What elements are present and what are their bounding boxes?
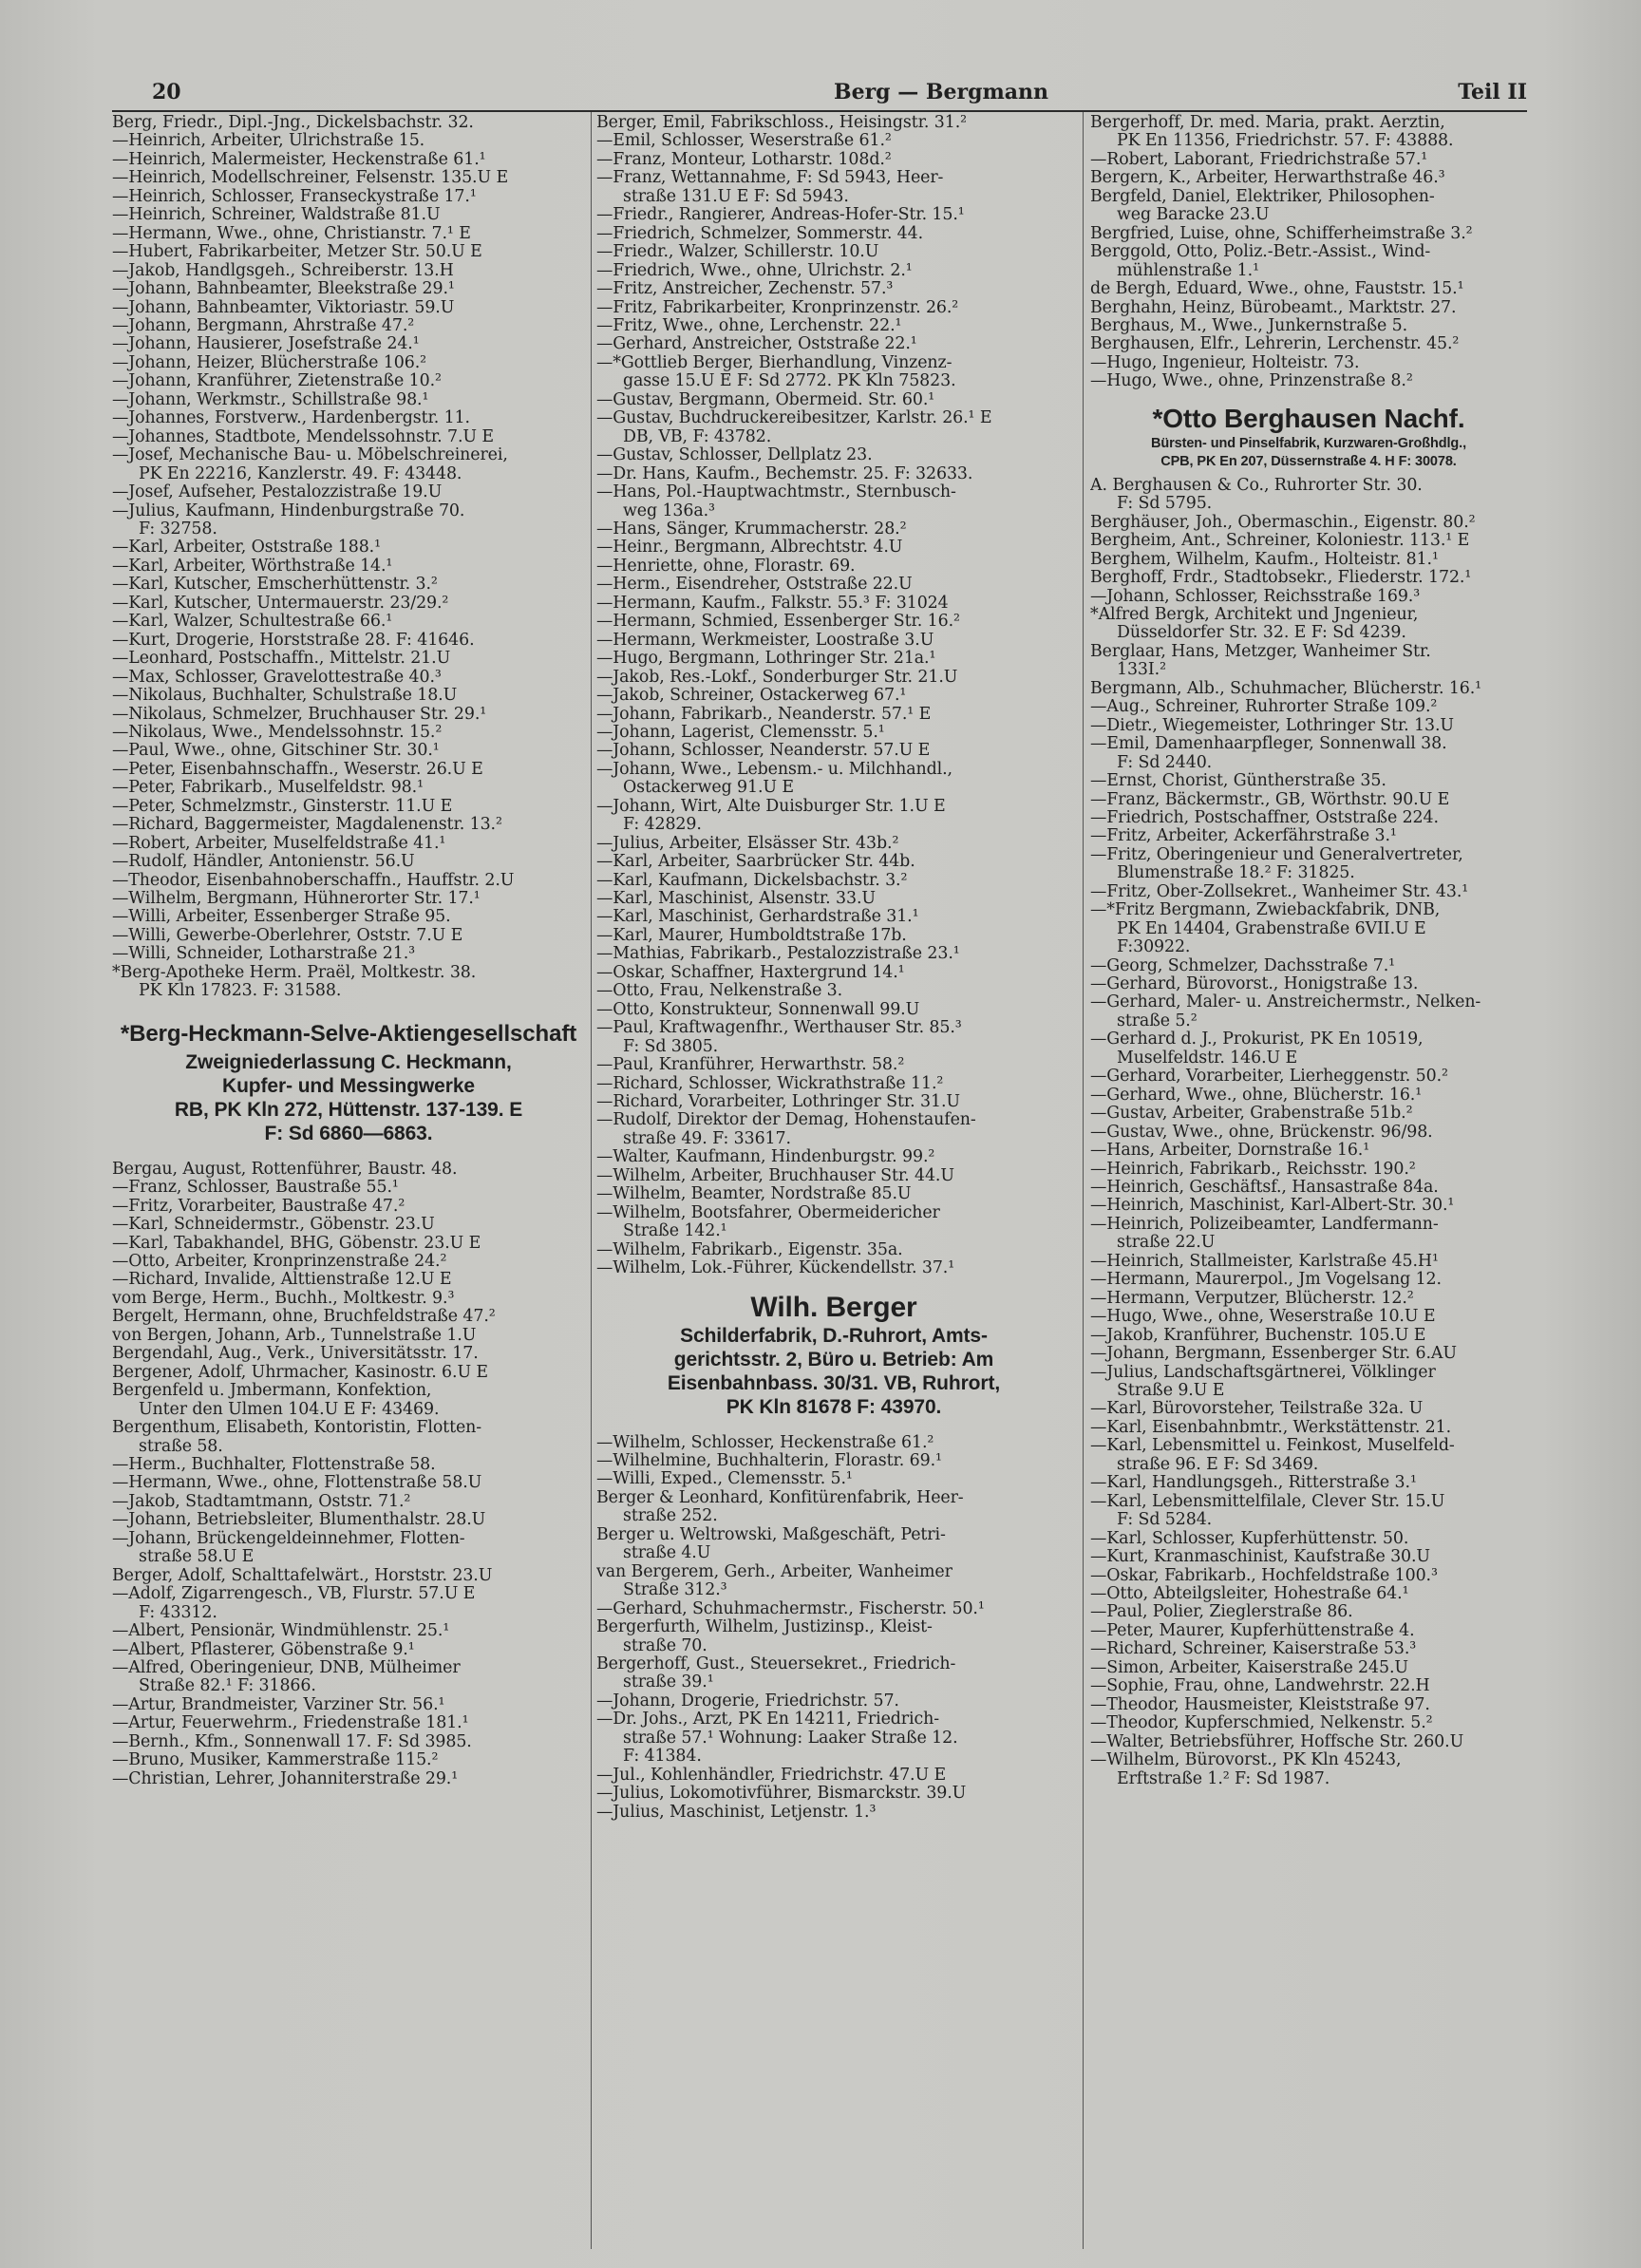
directory-entry: —Julius, Landschaftsgärtnerei, Völklinger bbox=[1090, 1363, 1436, 1382]
directory-entry: Blumenstraße 18.² F: 31825. bbox=[1117, 864, 1355, 883]
directory-entry: PK Kln 17823. F: 31588. bbox=[139, 982, 342, 1001]
directory-entry: —Christian, Lehrer, Johanniterstraße 29.¹ bbox=[112, 1769, 459, 1788]
directory-entry: —Hugo, Bergmann, Lothringer Str. 21a.¹ bbox=[596, 650, 936, 669]
directory-entry: Berger, Emil, Fabrikschloss., Heisingstr. 31.² bbox=[596, 114, 967, 132]
directory-entry: —Karl, Arbeiter, Oststraße 188.¹ bbox=[112, 539, 381, 558]
directory-entry: —Rudolf, Direktor der Demag, Hohenstaufen- bbox=[596, 1111, 976, 1130]
directory-entry: —Peter, Fabrikarb., Muselfeldstr. 98.¹ bbox=[112, 779, 424, 798]
directory-entry: straße 49. F: 33617. bbox=[623, 1129, 791, 1148]
directory-entry: —Richard, Invalide, Alttienstraße 12.U E bbox=[112, 1271, 452, 1290]
directory-entry: —Bruno, Musiker, Kammerstraße 115.² bbox=[112, 1751, 439, 1770]
directory-entry: —Gerhard, Vorarbeiter, Lierheggenstr. 50.² bbox=[1090, 1068, 1448, 1087]
directory-entry: —Hugo, Ingenieur, Holteistr. 73. bbox=[1090, 353, 1360, 372]
directory-entry: —Otto, Arbeiter, Kronprinzenstraße 24.² bbox=[112, 1253, 447, 1272]
directory-entry: —Wilhelmine, Buchhalterin, Florastr. 69.¹ bbox=[596, 1452, 942, 1470]
directory-entry: —Wilhelm, Arbeiter, Bruchhauser Str. 44.U bbox=[596, 1166, 954, 1185]
directory-entry: —Karl, Maurer, Humboldtstraße 17b. bbox=[596, 926, 907, 945]
directory-entry: de Bergh, Eduard, Wwe., ohne, Fauststr. 15.¹ bbox=[1090, 280, 1464, 299]
directory-entry: —Hugo, Wwe., ohne, Weserstraße 10.U E bbox=[1090, 1308, 1436, 1327]
directory-entry: —Hermann, Verputzer, Blücherstr. 12.² bbox=[1090, 1289, 1414, 1308]
directory-entry: DB, VB, F: 43782. bbox=[623, 427, 772, 446]
directory-entry: —Johann, Betriebsleiter, Blumenthalstr. 28.U bbox=[112, 1511, 486, 1530]
directory-entry: —Gerhard, Schuhmachermstr., Fischerstr. 50.¹ bbox=[596, 1599, 985, 1618]
directory-entry: —Otto, Konstrukteur, Sonnenwall 99.U bbox=[596, 1000, 920, 1019]
directory-entry: —Nikolaus, Wwe., Mendelssohnstr. 15.² bbox=[112, 723, 443, 742]
directory-entry: —Rudolf, Händler, Antonienstr. 56.U bbox=[112, 853, 415, 872]
directory-entry: —Paul, Kranführer, Herwarthstr. 58.² bbox=[596, 1056, 905, 1075]
directory-entry: Bergener, Adolf, Uhrmacher, Kasinostr. 6.U E bbox=[112, 1363, 489, 1382]
directory-entry: —Jakob, Res.-Lokf., Sonderburger Str. 21.U bbox=[596, 668, 958, 687]
directory-entry: —Karl, Kutscher, Untermauerstr. 23/29.² bbox=[112, 594, 449, 613]
directory-entry: —Willi, Schneider, Lotharstraße 21.³ bbox=[112, 945, 416, 964]
directory-entry: Berglaar, Hans, Metzger, Wanheimer Str. bbox=[1090, 642, 1431, 661]
directory-entry: —Hugo, Wwe., ohne, Prinzenstraße 8.² bbox=[1090, 372, 1413, 391]
ad-wilh-berger-line: Schilderfabrik, D.-Ruhrort, Amts- bbox=[680, 1324, 988, 1347]
directory-entry: —Karl, Schlosser, Kupferhüttenstr. 50. bbox=[1090, 1529, 1409, 1548]
ad-wilh-berger-title: Wilh. Berger bbox=[750, 1291, 917, 1323]
directory-entry: —Gustav, Wwe., ohne, Brückenstr. 96/98. bbox=[1090, 1123, 1433, 1142]
directory-entry: —Emil, Schlosser, Weserstraße 61.² bbox=[596, 132, 892, 151]
directory-entry: —Gerhard, Maler- u. Anstreichermstr., Nelken- bbox=[1090, 993, 1481, 1012]
directory-entry: —Karl, Kaufmann, Dickelsbachstr. 3.² bbox=[596, 871, 908, 890]
column-divider-1 bbox=[591, 112, 592, 2249]
directory-entry: —Karl, Arbeiter, Saarbrücker Str. 44b. bbox=[596, 853, 915, 872]
directory-entry: —Franz, Monteur, Lotharstr. 108d.² bbox=[596, 150, 892, 169]
directory-entry: F: 32758. bbox=[139, 520, 217, 539]
directory-entry: —Friedr., Walzer, Schillerstr. 10.U bbox=[596, 243, 879, 262]
directory-entry: —Walter, Kaufmann, Hindenburgstr. 99.² bbox=[596, 1148, 935, 1167]
directory-entry: —Karl, Arbeiter, Wörthstraße 14.¹ bbox=[112, 557, 393, 576]
directory-entry: —Josef, Aufseher, Pestalozzistraße 19.U bbox=[112, 483, 443, 502]
directory-entry: Düsseldorfer Str. 32. E F: Sd 4239. bbox=[1117, 624, 1406, 643]
directory-entry: Bergfeld, Daniel, Elektriker, Philosophen- bbox=[1090, 187, 1435, 206]
directory-entry: —Jul., Kohlenhändler, Friedrichstr. 47.U E bbox=[596, 1766, 947, 1785]
directory-entry: Straße 142.¹ bbox=[623, 1222, 727, 1241]
directory-entry: Bergheim, Ant., Schreiner, Koloniestr. 113.¹ E bbox=[1090, 532, 1470, 551]
directory-entry: von Bergen, Johann, Arb., Tunnelstraße 1.U bbox=[112, 1326, 477, 1345]
entries-col3-b bbox=[1090, 477, 1527, 1788]
ad-otto-berghausen-title: *Otto Berghausen Nachf. bbox=[1152, 403, 1465, 433]
directory-entry: —Gerhard, Bürovorst., Honigstraße 13. bbox=[1090, 975, 1419, 994]
directory-entry: —Johann, Bergmann, Ahrstraße 47.² bbox=[112, 316, 415, 335]
directory-entry: —Theodor, Kupferschmied, Nelkenstr. 5.² bbox=[1090, 1714, 1433, 1733]
directory-entry: —Johann, Schlosser, Reichsstraße 169.³ bbox=[1090, 587, 1421, 606]
directory-entry: —Fritz, Wwe., ohne, Lerchenstr. 22.¹ bbox=[596, 316, 902, 335]
directory-entry: —Artur, Feuerwehrm., Friedenstraße 181.¹ bbox=[112, 1714, 469, 1733]
directory-entry: —Richard, Schlosser, Wickrathstraße 11.² bbox=[596, 1074, 944, 1093]
directory-entry: —Fritz, Ober-Zollsekret., Wanheimer Str. 43.¹ bbox=[1090, 882, 1469, 901]
directory-entry: straße 252. bbox=[623, 1507, 718, 1526]
ad-wilh-berger-line: PK Kln 81678 F: 43970. bbox=[726, 1395, 942, 1418]
directory-entry: —Heinrich, Maschinist, Karl-Albert-Str. 30.¹ bbox=[1090, 1197, 1455, 1216]
directory-entry: —Theodor, Hausmeister, Kleiststraße 97. bbox=[1090, 1695, 1430, 1714]
directory-entry: —Herm., Eisendreher, Oststraße 22.U bbox=[596, 576, 913, 595]
directory-entry: Berghahn, Heinz, Bürobeamt., Marktstr. 27. bbox=[1090, 298, 1457, 317]
ad-berg-heckmann-line: Kupfer- und Messingwerke bbox=[222, 1074, 475, 1097]
directory-entry: —Robert, Arbeiter, Muselfeldstraße 41.¹ bbox=[112, 834, 446, 853]
column-2 bbox=[596, 114, 1071, 1822]
directory-entry: —Franz, Schlosser, Baustraße 55.¹ bbox=[112, 1179, 399, 1198]
directory-entry: —Julius, Arbeiter, Elsässer Str. 43b.² bbox=[596, 834, 899, 853]
directory-entry: —Heinrich, Malermeister, Heckenstraße 61.¹ bbox=[112, 150, 486, 169]
directory-entry: —Johannes, Stadtbote, Mendelssohnstr. 7.U E bbox=[112, 427, 494, 446]
directory-entry: —Peter, Maurer, Kupferhüttenstraße 4. bbox=[1090, 1621, 1415, 1640]
directory-entry: —Hans, Sänger, Krummacherstr. 28.² bbox=[596, 520, 907, 539]
directory-entry: —Paul, Polier, Zieglerstraße 86. bbox=[1090, 1603, 1353, 1622]
directory-entry: straße 131.U E F: Sd 5943. bbox=[623, 187, 849, 206]
directory-entry: —Johann, Brückengeldeinnehmer, Flotten- bbox=[112, 1529, 465, 1548]
directory-entry: Erftstraße 1.² F: Sd 1987. bbox=[1117, 1769, 1330, 1788]
directory-entry: —Gerhard, Wwe., ohne, Blücherstr. 16.¹ bbox=[1090, 1086, 1423, 1105]
directory-entry: —Gustav, Arbeiter, Grabenstraße 51b.² bbox=[1090, 1105, 1413, 1124]
directory-entry: Straße 312.³ bbox=[623, 1581, 727, 1600]
directory-entry: —*Fritz Bergmann, Zwiebackfabrik, DNB, bbox=[1090, 901, 1441, 920]
directory-entry: —Nikolaus, Buchhalter, Schulstraße 18.U bbox=[112, 687, 458, 706]
directory-entry: straße 58.U E bbox=[139, 1548, 255, 1567]
directory-entry: —Karl, Bürovorsteher, Teilstraße 32a. U bbox=[1090, 1400, 1424, 1419]
directory-entry: —Hermann, Wwe., ohne, Flottenstraße 58.U bbox=[112, 1474, 482, 1493]
directory-entry: —Josef, Mechanische Bau- u. Möbelschreinerei, bbox=[112, 446, 508, 465]
directory-entry: F: 42829. bbox=[623, 816, 702, 835]
directory-entry: Berger & Leonhard, Konfitürenfabrik, Heer- bbox=[596, 1488, 964, 1507]
directory-entry: Bergerfurth, Wilhelm, Justizinsp., Kleist- bbox=[596, 1618, 933, 1637]
directory-entry: A. Berghausen & Co., Ruhrorter Str. 30. bbox=[1090, 476, 1423, 495]
directory-entry: —Gerhard, Anstreicher, Oststraße 22.¹ bbox=[596, 335, 917, 354]
directory-entry: F: Sd 2440. bbox=[1117, 753, 1213, 772]
directory-entry: —Wilhelm, Fabrikarb., Eigenstr. 35a. bbox=[596, 1240, 903, 1259]
directory-entry: —Otto, Abteilgsleiter, Hohestraße 64.¹ bbox=[1090, 1584, 1409, 1603]
directory-entry: —Wilhelm, Bootsfahrer, Obermeidericher bbox=[596, 1203, 940, 1222]
entries-col3-a bbox=[1090, 114, 1527, 391]
directory-entry: —Albert, Pflasterer, Göbenstraße 9.¹ bbox=[112, 1640, 415, 1659]
directory-entry: —Simon, Arbeiter, Kaiserstraße 245.U bbox=[1090, 1658, 1408, 1677]
directory-entry: —Peter, Schmelzmstr., Ginsterstr. 11.U E bbox=[112, 797, 453, 816]
ad-wilh-berger-line: Eisenbahnbass. 30/31. VB, Ruhrort, bbox=[667, 1371, 1001, 1394]
directory-entry: Straße 82.¹ F: 31866. bbox=[139, 1677, 316, 1696]
directory-entry: —Albert, Pensionär, Windmühlenstr. 25.¹ bbox=[112, 1622, 450, 1641]
directory-entry: —Julius, Lokomotivführer, Bismarckstr. 39.U bbox=[596, 1785, 967, 1804]
directory-entry: Berghausen, Elfr., Lehrerin, Lerchenstr. 45.² bbox=[1090, 335, 1460, 354]
directory-entry: —Johann, Lagerist, Clemensstr. 5.¹ bbox=[596, 723, 885, 742]
directory-entry: —Johann, Bergmann, Essenberger Str. 6.AU bbox=[1090, 1345, 1457, 1364]
directory-entry: —Herm., Buchhalter, Flottenstraße 58. bbox=[112, 1456, 436, 1474]
directory-entry: —Friedr., Rangierer, Andreas-Hofer-Str. 15.¹ bbox=[596, 206, 965, 225]
directory-entry: —Georg, Schmelzer, Dachsstraße 7.¹ bbox=[1090, 956, 1396, 975]
directory-entry: Bergerhoff, Gust., Steuersekret., Friedrich- bbox=[596, 1654, 956, 1673]
directory-entry: —Fritz, Vorarbeiter, Baustraße 47.² bbox=[112, 1197, 406, 1216]
entries-col2-b bbox=[596, 1434, 1071, 1823]
directory-entry: —Willi, Gewerbe-Oberlehrer, Oststr. 7.U E bbox=[112, 926, 463, 945]
directory-entry: Berger u. Weltrowski, Maßgeschäft, Petri- bbox=[596, 1525, 946, 1544]
directory-entry: —Friedrich, Postschaffner, Oststraße 224. bbox=[1090, 808, 1439, 827]
directory-entry: Ostackerweg 91.U E bbox=[623, 779, 794, 798]
directory-entry: —Richard, Vorarbeiter, Lothringer Str. 31.U bbox=[596, 1093, 960, 1112]
directory-entry: —Johann, Werkmstr., Schillstraße 98.¹ bbox=[112, 390, 429, 409]
directory-entry: —Johann, Schlosser, Neanderstr. 57.U E bbox=[596, 742, 931, 761]
directory-entry: —Dietr., Wiegemeister, Lothringer Str. 13.U bbox=[1090, 716, 1454, 735]
directory-entry: —Jakob, Kranführer, Buchenstr. 105.U E bbox=[1090, 1326, 1426, 1345]
column-3 bbox=[1090, 114, 1527, 1788]
directory-entry: —Mathias, Fabrikarb., Pestalozzistraße 23.¹ bbox=[596, 945, 960, 964]
directory-entry: —Peter, Eisenbahnschaffn., Weserstr. 26.U E bbox=[112, 760, 483, 779]
directory-entry: straße 57.¹ Wohnung: Laaker Straße 12. bbox=[623, 1729, 958, 1748]
directory-entry: —Karl, Eisenbahnbmtr., Werkstättenstr. 21. bbox=[1090, 1418, 1452, 1437]
directory-entry: —Jakob, Stadtamtmann, Oststr. 71.² bbox=[112, 1492, 411, 1511]
directory-entry: gasse 15.U E F: Sd 2772. PK Kln 75823. bbox=[623, 372, 956, 391]
ad-berg-heckmann-line: Zweigniederlassung C. Heckmann, bbox=[185, 1050, 512, 1073]
directory-entry: —Ernst, Chorist, Güntherstraße 35. bbox=[1090, 772, 1386, 791]
directory-entry: straße 58. bbox=[139, 1437, 223, 1456]
directory-entry: Berggold, Otto, Poliz.-Betr.-Assist., Wind- bbox=[1090, 243, 1431, 262]
directory-entry: —Johann, Bahnbeamter, Bleekstraße 29.¹ bbox=[112, 280, 455, 299]
directory-entry: —Karl, Kutscher, Emscherhüttenstr. 3.² bbox=[112, 576, 438, 595]
directory-entry: —Leonhard, Postschaffn., Mittelstr. 21.U bbox=[112, 650, 451, 669]
directory-entry: —Robert, Laborant, Friedrichstraße 57.¹ bbox=[1090, 150, 1428, 169]
directory-entry: —Dr. Hans, Kaufm., Bechemstr. 25. F: 32633. bbox=[596, 464, 973, 483]
ad-berg-heckmann-line: RB, PK Kln 272, Hüttenstr. 137-139. E bbox=[174, 1098, 523, 1121]
directory-entry: —Wilhelm, Lok.-Führer, Kückendellstr. 37.¹ bbox=[596, 1259, 955, 1278]
directory-entry: —Oskar, Fabrikarb., Hochfeldstraße 100.³ bbox=[1090, 1566, 1438, 1585]
directory-entry: Bergau, August, Rottenführer, Baustr. 48. bbox=[112, 1160, 458, 1179]
directory-entry: F: Sd 5284. bbox=[1117, 1511, 1213, 1530]
directory-entry: —Richard, Schreiner, Kaiserstraße 53.³ bbox=[1090, 1640, 1417, 1659]
ad-otto-berghausen bbox=[1090, 403, 1527, 471]
directory-entry: F:30922. bbox=[1117, 938, 1191, 957]
column-1 bbox=[112, 114, 585, 1788]
directory-entry: —Karl, Schneidermstr., Göbenstr. 23.U bbox=[112, 1216, 435, 1235]
directory-entry: —Franz, Wettannahme, F: Sd 5943, Heer- bbox=[596, 169, 944, 188]
entries-col1-b bbox=[112, 1161, 585, 1788]
directory-entry: Bergelt, Hermann, ohne, Bruchfeldstraße 47.² bbox=[112, 1308, 496, 1327]
directory-entry: —Heinrich, Modellschreiner, Felsenstr. 135.U E bbox=[112, 169, 509, 188]
directory-entry: PK En 22216, Kanzlerstr. 49. F: 43448. bbox=[139, 464, 462, 483]
directory-entry: —Hermann, Wwe., ohne, Christianstr. 7.¹ E bbox=[112, 224, 471, 243]
directory-entry: Muselfeldstr. 146.U E bbox=[1117, 1049, 1298, 1068]
directory-entry: —Fritz, Fabrikarbeiter, Kronprinzenstr. 26.² bbox=[596, 298, 959, 317]
directory-entry: —Karl, Walzer, Schultestraße 66.¹ bbox=[112, 613, 393, 632]
directory-entry: —Hermann, Maurerpol., Jm Vogelsang 12. bbox=[1090, 1271, 1442, 1290]
directory-entry: —Fritz, Oberingenieur und Generalvertreter, bbox=[1090, 845, 1463, 864]
directory-entry: Bergern, K., Arbeiter, Herwarthstraße 46.³ bbox=[1090, 169, 1445, 188]
directory-entry: —Karl, Lebensmittel u. Feinkost, Muselfeld- bbox=[1090, 1437, 1455, 1456]
directory-entry: —Gustav, Buchdruckereibesitzer, Karlstr. 26.¹ E bbox=[596, 409, 992, 428]
directory-entry: F: Sd 3805. bbox=[623, 1037, 719, 1056]
directory-entry: straße 22.U bbox=[1117, 1234, 1216, 1253]
directory-entry: Bergenthum, Elisabeth, Kontoristin, Flotten- bbox=[112, 1419, 482, 1438]
directory-entry: —Dr. Johs., Arzt, PK En 14211, Friedrich- bbox=[596, 1710, 940, 1729]
directory-entry: —Hermann, Schmied, Essenberger Str. 16.² bbox=[596, 613, 960, 632]
directory-entry: —Heinrich, Geschäftsf., Hansastraße 84a. bbox=[1090, 1179, 1439, 1198]
directory-entry: —Walter, Betriebsführer, Hoffsche Str. 260.U bbox=[1090, 1732, 1464, 1751]
directory-entry: —Artur, Brandmeister, Varziner Str. 56.¹ bbox=[112, 1695, 445, 1714]
directory-entry: —Gerhard d. J., Prokurist, PK En 10519, bbox=[1090, 1030, 1424, 1049]
directory-entry: —Paul, Wwe., ohne, Gitschiner Str. 30.¹ bbox=[112, 742, 440, 761]
directory-entry: —Aug., Schreiner, Ruhrorter Straße 109.² bbox=[1090, 698, 1438, 717]
directory-entry: —Karl, Tabakhandel, BHG, Göbenstr. 23.U E bbox=[112, 1234, 481, 1253]
page-part-label: Teil II bbox=[1458, 80, 1527, 104]
ad-otto-berghausen-line: CPB, PK En 207, Düssernstraße 4. H F: 30078. bbox=[1160, 453, 1457, 469]
directory-entry: Berghaus, M., Wwe., Junkernstraße 5. bbox=[1090, 316, 1408, 335]
directory-entry: —Karl, Maschinist, Gerhardstraße 31.¹ bbox=[596, 908, 919, 927]
directory-entry: —Willi, Arbeiter, Essenberger Straße 95. bbox=[112, 908, 451, 927]
directory-entry: —Hans, Arbeiter, Dornstraße 16.¹ bbox=[1090, 1142, 1370, 1161]
directory-entry: Bergerhoff, Dr. med. Maria, prakt. Aerztin, bbox=[1090, 114, 1445, 132]
directory-entry: —Nikolaus, Schmelzer, Bruchhauser Str. 29.¹ bbox=[112, 705, 487, 724]
directory-entry: —Hubert, Fabrikarbeiter, Metzer Str. 50.U E bbox=[112, 243, 482, 262]
directory-entry: —Bernh., Kfm., Sonnenwall 17. F: Sd 3985. bbox=[112, 1732, 472, 1751]
directory-entry: weg 136a.³ bbox=[623, 501, 715, 520]
directory-entry: Bergfried, Luise, ohne, Schifferheimstraße 3.² bbox=[1090, 224, 1473, 243]
directory-entry: —Willi, Exped., Clemensstr. 5.¹ bbox=[596, 1470, 853, 1489]
directory-entry: —Wilhelm, Bürovorst., PK Kln 45243, bbox=[1090, 1751, 1402, 1770]
directory-entry: —Julius, Maschinist, Letjenstr. 1.³ bbox=[596, 1803, 877, 1822]
directory-entry: —Hans, Pol.-Hauptwachtmstr., Sternbusch- bbox=[596, 483, 956, 502]
directory-entry: —Johann, Wirt, Alte Duisburger Str. 1.U E bbox=[596, 797, 946, 816]
directory-entry: 133I.² bbox=[1117, 661, 1166, 680]
directory-entry: —Emil, Damenhaarpfleger, Sonnenwall 38. bbox=[1090, 735, 1447, 754]
directory-entry: —Wilhelm, Bergmann, Hühnerorter Str. 17.¹ bbox=[112, 890, 481, 909]
directory-entry: —Jakob, Schreiner, Ostackerweg 67.¹ bbox=[596, 687, 907, 706]
ad-berg-heckmann bbox=[112, 1018, 585, 1145]
directory-entry: vom Berge, Herm., Buchh., Moltkestr. 9.³ bbox=[112, 1289, 455, 1308]
directory-entry: —Karl, Handlungsgeh., Ritterstraße 3.¹ bbox=[1090, 1474, 1417, 1493]
directory-entry: *Berg-Apotheke Herm. Praël, Moltkestr. 38. bbox=[112, 963, 477, 982]
ad-berg-heckmann-title: *Berg-Heckmann-Selve-Aktiengesellschaft bbox=[120, 1020, 577, 1047]
directory-entry: —Johann, Heizer, Blücherstraße 106.² bbox=[112, 353, 426, 372]
directory-entry: Berghem, Wilhelm, Kaufm., Holteistr. 81.¹ bbox=[1090, 550, 1439, 569]
directory-entry: —Johann, Drogerie, Friedrichstr. 57. bbox=[596, 1692, 899, 1710]
directory-entry: straße 39.¹ bbox=[623, 1673, 714, 1692]
directory-entry: —Heinrich, Arbeiter, Ulrichstraße 15. bbox=[112, 132, 425, 151]
directory-entry: —Kurt, Kranmaschinist, Kaufstraße 30.U bbox=[1090, 1548, 1430, 1567]
directory-entry: —Richard, Baggermeister, Magdalenenstr. 13.² bbox=[112, 816, 502, 835]
directory-entry: —Hermann, Kaufm., Falkstr. 55.³ F: 31024 bbox=[596, 594, 949, 613]
directory-entry: —Fritz, Anstreicher, Zechenstr. 57.³ bbox=[596, 280, 894, 299]
directory-entry: PK En 11356, Friedrichstr. 57. F: 43888. bbox=[1117, 132, 1454, 151]
directory-entry: straße 70. bbox=[623, 1636, 707, 1655]
directory-entry: straße 5.² bbox=[1117, 1011, 1198, 1030]
directory-entry: —Heinrich, Polizeibeamter, Landfermann- bbox=[1090, 1215, 1439, 1234]
entries-col1-a bbox=[112, 114, 585, 1001]
directory-entry: *Alfred Bergk, Architekt und Jngenieur, bbox=[1090, 605, 1419, 624]
directory-entry: —Friedrich, Schmelzer, Sommerstr. 44. bbox=[596, 224, 924, 243]
directory-entry: —Wilhelm, Beamter, Nordstraße 85.U bbox=[596, 1185, 912, 1204]
directory-entry: —Hermann, Werkmeister, Loostraße 3.U bbox=[596, 631, 934, 650]
directory-entry: F: Sd 5795. bbox=[1117, 495, 1213, 514]
directory-entry: —Theodor, Eisenbahnoberschaffn., Hauffstr. 2.U bbox=[112, 871, 515, 890]
column-divider-2 bbox=[1083, 112, 1084, 2249]
directory-entry: —Sophie, Frau, ohne, Landwehrstr. 22.H bbox=[1090, 1677, 1430, 1696]
directory-entry: straße 4.U bbox=[623, 1544, 711, 1563]
directory-entry: —Friedrich, Wwe., ohne, Ulrichstr. 2.¹ bbox=[596, 261, 913, 280]
directory-entry: Unter den Ulmen 104.U E F: 43469. bbox=[139, 1400, 440, 1419]
directory-entry: —Max, Schlosser, Gravelottestraße 40.³ bbox=[112, 668, 442, 687]
directory-entry: —Adolf, Zigarrengesch., VB, Flurstr. 57.U E bbox=[112, 1585, 476, 1604]
directory-entry: mühlenstraße 1.¹ bbox=[1117, 261, 1259, 280]
entries-col2-a bbox=[596, 114, 1071, 1278]
directory-entry: —Julius, Kaufmann, Hindenburgstraße 70. bbox=[112, 501, 465, 520]
ad-wilh-berger-line: gerichtsstr. 2, Büro u. Betrieb: Am bbox=[673, 1348, 994, 1370]
directory-entry: Berg, Friedr., Dipl.-Jng., Dickelsbachstr. 32. bbox=[112, 114, 474, 132]
directory-entry: Berghoff, Frdr., Stadtobsekr., Fliederstr. 172.¹ bbox=[1090, 569, 1472, 588]
directory-entry: —Paul, Kraftwagenfhr., Werthauser Str. 85.³ bbox=[596, 1019, 962, 1038]
directory-entry: straße 96. E F: Sd 3469. bbox=[1117, 1455, 1319, 1474]
directory-entry: —Karl, Maschinist, Alsenstr. 33.U bbox=[596, 890, 876, 909]
directory-entry: Straße 9.U E bbox=[1117, 1382, 1225, 1400]
directory-entry: —Heinrich, Fabrikarb., Reichsstr. 190.² bbox=[1090, 1160, 1416, 1179]
directory-entry: —Alfred, Oberingenieur, DNB, Mülheimer bbox=[112, 1658, 461, 1677]
directory-entry: F: 43312. bbox=[139, 1603, 217, 1622]
directory-entry: Bergendahl, Aug., Verk., Universitätsstr. 17. bbox=[112, 1345, 479, 1364]
directory-entry: van Bergerem, Gerh., Arbeiter, Wanheimer bbox=[596, 1562, 953, 1581]
ad-wilh-berger bbox=[596, 1292, 1071, 1419]
page-header bbox=[112, 80, 1527, 110]
directory-entry: —Johann, Bahnbeamter, Viktoriastr. 59.U bbox=[112, 298, 455, 317]
directory-entry: —Johann, Hausierer, Josefstraße 24.¹ bbox=[112, 335, 420, 354]
directory-entry: —Heinrich, Stallmeister, Karlstraße 45.H¹ bbox=[1090, 1252, 1439, 1271]
directory-entry: Berghäuser, Joh., Obermaschin., Eigenstr. 80.² bbox=[1090, 513, 1476, 532]
directory-entry: —Johann, Wwe., Lebensm.- u. Milchhandl., bbox=[596, 760, 953, 779]
directory-entry: Berger, Adolf, Schalttafelwärt., Horststr. 23.U bbox=[112, 1566, 493, 1585]
directory-entry: —Oskar, Schaffner, Haxtergrund 14.¹ bbox=[596, 963, 905, 982]
directory-entry: —Otto, Frau, Nelkenstraße 3. bbox=[596, 982, 843, 1001]
header-rule bbox=[112, 110, 1527, 112]
directory-entry: —Gustav, Bergmann, Obermeid. Str. 60.¹ bbox=[596, 390, 935, 409]
directory-entry: —Gustav, Schlosser, Dellplatz 23. bbox=[596, 446, 873, 465]
directory-entry: —Wilhelm, Schlosser, Heckenstraße 61.² bbox=[596, 1433, 934, 1452]
directory-entry: —Heinr., Bergmann, Albrechtstr. 4.U bbox=[596, 539, 903, 558]
directory-entry: —Heinrich, Schreiner, Waldstraße 81.U bbox=[112, 206, 441, 225]
directory-entry: —Henriette, ohne, Florastr. 69. bbox=[596, 557, 856, 576]
directory-entry: —Kurt, Drogerie, Horststraße 28. F: 41646. bbox=[112, 631, 475, 650]
directory-entry: —Johannes, Forstverw., Hardenbergstr. 11. bbox=[112, 409, 470, 428]
directory-entry: —Johann, Kranführer, Zietenstraße 10.² bbox=[112, 372, 442, 391]
directory-entry: Bergmann, Alb., Schuhmacher, Blücherstr. 16.¹ bbox=[1090, 679, 1482, 698]
directory-entry: —Jakob, Handlgsgeh., Schreiberstr. 13.H bbox=[112, 261, 454, 280]
directory-entry: PK En 14404, Grabenstraße 6VII.U E bbox=[1117, 919, 1426, 938]
page-number: 20 bbox=[152, 80, 181, 104]
ad-otto-berghausen-line: Bürsten- und Pinselfabrik, Kurzwaren-Großhdlg., bbox=[1150, 435, 1467, 451]
directory-entry: F: 41384. bbox=[623, 1748, 702, 1767]
directory-entry: —Karl, Lebensmittelfilale, Clever Str. 15.U bbox=[1090, 1492, 1445, 1511]
directory-entry: Bergenfeld u. Jmbermann, Konfektion, bbox=[112, 1382, 432, 1401]
directory-entry: —*Gottlieb Berger, Bierhandlung, Vinzenz- bbox=[596, 353, 953, 372]
page-running-title: Berg — Bergmann bbox=[834, 80, 1048, 104]
directory-entry: —Franz, Bäckermstr., GB, Wörthstr. 90.U E bbox=[1090, 790, 1450, 809]
directory-entry: weg Baracke 23.U bbox=[1117, 206, 1270, 225]
directory-entry: —Fritz, Arbeiter, Ackerfährstraße 3.¹ bbox=[1090, 827, 1397, 846]
directory-entry: —Johann, Fabrikarb., Neanderstr. 57.¹ E bbox=[596, 705, 932, 724]
ad-berg-heckmann-line: F: Sd 6860—6863. bbox=[264, 1122, 433, 1144]
directory-entry: —Heinrich, Schlosser, Franseckystraße 17.¹ bbox=[112, 187, 477, 206]
